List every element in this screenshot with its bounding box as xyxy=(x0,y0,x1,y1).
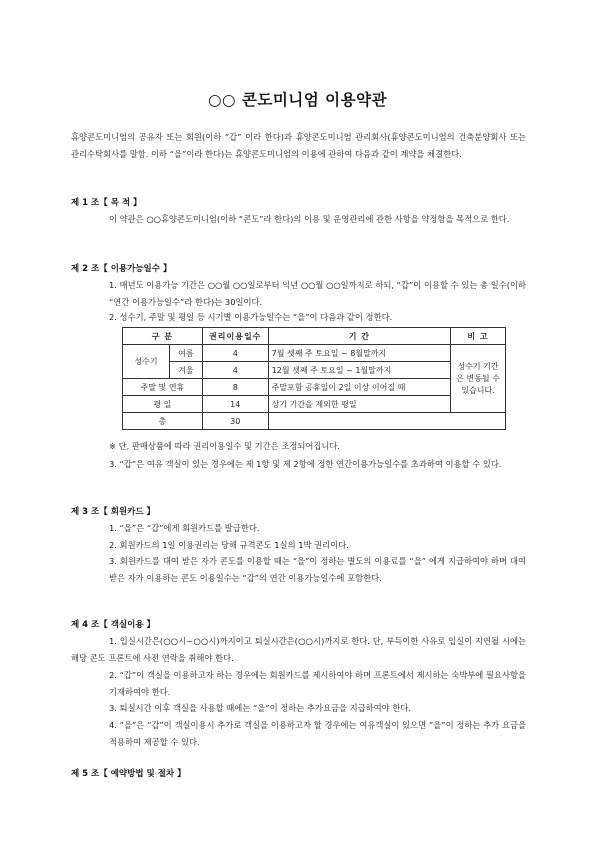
article-3-item-1: 1. “을”은 “갑”에게 회원카드를 발급한다. xyxy=(109,523,260,533)
winter-period: 12월 셋째 주 토요일 ~ 1월말까지 xyxy=(268,362,450,379)
total-days: 30 xyxy=(202,413,268,430)
total-label: 총 xyxy=(123,413,203,430)
article-3-item-3: 3. 회원카드를 대여 받은 자가 콘도를 이용할 때는 “을”이 정하는 별도의 이용료를 “을” 에게 지급하여야 하며 대여 받은 자가 이용하는 콘도 이용일수는 “갑”의 연간 이용가능일수에 포함한다. xyxy=(109,556,526,583)
header-category: 구 분 xyxy=(123,328,203,345)
article-4-item-3: 3. 퇴실시간 이후 객실을 사용할 때에는 “을”이 정하는 추가요금을 지급하여야 한다. xyxy=(109,703,411,713)
summer-period: 7월 셋째 주 토요일 ~ 8월말까지 xyxy=(268,345,450,362)
article-2-item-1: 1. 매년도 이용가능 기간은 ○○월 ○○일로부터 익년 ○○월 ○○일까지로 하되, “갑”이 이용할 수 있는 총 일수(이하 “연간 이용가능일수”라 한다)는 30일이다. xyxy=(109,280,526,307)
weekend-label: 주말 및 연휴 xyxy=(123,379,203,396)
remark-cell: 성수기 기간은 변동될 수 있습니다. xyxy=(451,345,506,413)
article-3-heading: 제 3 조【 회원카드 】 xyxy=(71,507,156,517)
header-days: 권리이용일수 xyxy=(202,328,268,345)
article-4-item-2: 2. “갑”이 객실을 이용하고자 하는 경우에는 회원카드를 제시하여야 하며 프론트에서 제시하는 숙박부에 필요사항을 기재하여야 한다. xyxy=(109,670,526,697)
header-remark: 비 고 xyxy=(451,328,506,345)
weekend-period: 주말포함 공휴일이 2일 이상 이어질 때 xyxy=(268,379,450,396)
peak-season-label: 성수기 xyxy=(123,345,170,378)
article-2-item-2: 2. 성수기, 주말 및 평일 등 시기별 이용가능일수는 “을”이 다음과 같이 정한다. xyxy=(109,312,393,322)
winter-label: 겨울 xyxy=(178,365,194,375)
weekday-days: 14 xyxy=(202,396,268,413)
article-2-heading: 제 2 조【 이용가능일수 】 xyxy=(71,264,172,274)
article-1-text: 이 약관은 ○○휴양콘도미니엄(이하 “콘도”라 한다)의 이용 및 운영관리에 관한 사항을 약정함을 목적으로 한다. xyxy=(109,214,510,224)
article-5-heading: 제 5 조【 예약방법 및 절차 】 xyxy=(71,769,186,779)
winter-days: 4 xyxy=(202,362,268,379)
article-3-item-2: 2. 회원카드의 1일 이용권리는 당해 규격콘도 1실의 1박 권리이다. xyxy=(109,540,349,550)
article-4-item-1: 1. 입실시간은(○○시~○○시)까지이고 퇴실시간은(○○시)까지로 한다. 단, 부득이한 사유로 입실이 지연될 시에는 해당 콘도 프론트에 사전 연락을 취해야 한다. xyxy=(71,636,526,663)
header-period: 기 간 xyxy=(268,328,450,345)
usage-days-table xyxy=(122,327,506,430)
summer-label: 여름 xyxy=(170,345,202,362)
table-row xyxy=(123,396,506,413)
article-2-item-3: 3. “갑”은 여유 객실이 있는 경우에는 제 1항 및 제 2항에 정한 연간이용가능일수를 초과하여 이용할 수 있다. xyxy=(109,459,502,469)
document-title: ○○ 콘도미니엄 이용약관 xyxy=(207,91,388,109)
article-4-heading: 제 4 조【 객실이용 】 xyxy=(71,620,156,630)
weekday-period: 상기 기간을 제외한 평일 xyxy=(268,396,450,413)
article-1-heading: 제 1 조【 목 적 】 xyxy=(71,198,142,208)
table-header-row xyxy=(123,328,506,345)
article-4-item-4: 4. “을”은 “갑”이 객실이용시 추가로 객실을 이용하고자 할 경우에는 여유객실이 있으면 “을”이 정하는 추가 요금을 적용하여 제공할 수 있다. xyxy=(109,720,526,747)
intro-paragraph: 휴양콘도미니엄의 공유자 또는 회원(이하 “갑” 이라 한다)과 휴양콘도미니엄 관리회사(휴양콘도미니엄의 건축분양회사 또는 관리수탁회사를 말함. 이하 “을”이라 한다)는 휴양콘도미니엄의 이용에 관하여 다음과 같이 계약을 체결한다. xyxy=(71,132,526,159)
table-row xyxy=(123,379,506,396)
weekend-days: 8 xyxy=(202,379,268,396)
article-2-note: ※ 단, 판매상품에 따라 권리이용일수 및 기간은 조정되어집니다. xyxy=(109,441,341,451)
table-row xyxy=(123,345,506,362)
weekday-label: 평 일 xyxy=(123,396,203,413)
summer-days: 4 xyxy=(202,345,268,362)
table-row xyxy=(123,413,506,430)
